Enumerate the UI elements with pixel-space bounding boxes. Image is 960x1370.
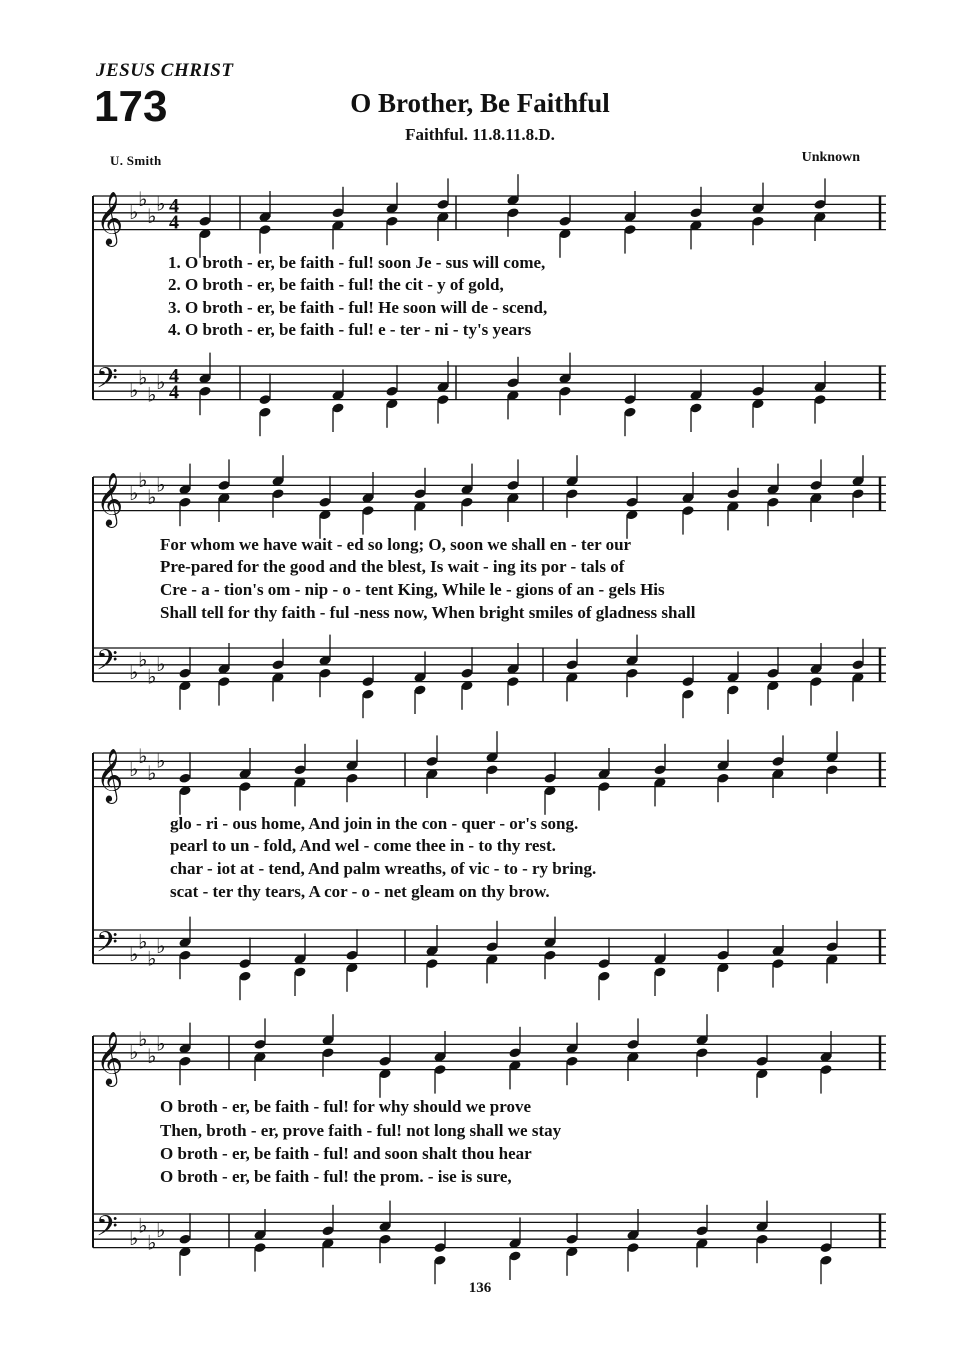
- flat-icon: ♭: [129, 199, 139, 224]
- composer-credit: Unknown: [801, 150, 860, 165]
- flat-icon: ♭: [138, 1213, 148, 1238]
- lyric-line: 3. O broth - er, be faith - ful! He soon will de - scend,: [168, 298, 548, 317]
- flat-icon: ♭: [129, 480, 139, 505]
- lyric-line: O broth - er, be faith - ful! and soon shalt thou hear: [160, 1144, 532, 1163]
- time-signature: 4: [169, 194, 179, 217]
- bass-clef-icon: 𝄢: [96, 362, 118, 403]
- lyric-line: Then, broth - er, prove faith - ful! not long shall we stay: [160, 1121, 562, 1140]
- lyric-line: 1. O broth - er, be faith - ful! soon Je - sus will come,: [168, 253, 546, 272]
- lyric-line: scat - ter thy tears, A cor - o - net gleam on thy brow.: [170, 882, 550, 901]
- treble-clef-icon: 𝄞: [96, 1030, 124, 1085]
- treble-clef-icon: 𝄞: [96, 747, 124, 802]
- flat-icon: ♭: [147, 382, 157, 407]
- hymn-title: O Brother, Be Faithful: [350, 88, 610, 118]
- flat-icon: ♭: [129, 378, 139, 403]
- flat-icon: ♭: [156, 1031, 166, 1056]
- flat-icon: ♭: [156, 472, 166, 497]
- flat-icon: ♭: [156, 1217, 166, 1242]
- flat-icon: ♭: [129, 1226, 139, 1251]
- flat-icon: ♭: [147, 664, 157, 689]
- flat-icon: ♭: [138, 744, 148, 769]
- flat-icon: ♭: [129, 1039, 139, 1064]
- flat-icon: ♭: [138, 929, 148, 954]
- bass-clef-icon: 𝄢: [96, 926, 118, 967]
- flat-icon: ♭: [156, 933, 166, 958]
- lyric-line: Cre - a - tion's om - nip - o - tent King, While le - gions of an - gels His: [160, 580, 665, 599]
- treble-clef-icon: 𝄞: [96, 190, 124, 245]
- time-signature: 4: [169, 211, 179, 234]
- flat-icon: ♭: [156, 191, 166, 216]
- lyric-line: Pre-pared for the good and the blest, Is wait - ing its por - tals of: [160, 557, 625, 576]
- flat-icon: ♭: [147, 946, 157, 971]
- flat-icon: ♭: [156, 748, 166, 773]
- flat-icon: ♭: [129, 756, 139, 781]
- lyric-line: 4. O broth - er, be faith - ful! e - ter - ni - ty's years: [168, 320, 532, 339]
- section-heading: JESUS CHRIST: [96, 60, 234, 81]
- author-credit: U. Smith: [110, 153, 162, 168]
- time-signature: 4: [169, 364, 179, 387]
- flat-icon: ♭: [147, 1230, 157, 1255]
- hymn-number: 173: [94, 82, 168, 131]
- flat-icon: ♭: [156, 651, 166, 676]
- lyric-line: 2. O broth - er, be faith - ful! the cit - y of gold,: [168, 275, 504, 294]
- bass-clef-icon: 𝄢: [96, 644, 118, 685]
- flat-icon: ♭: [138, 1027, 148, 1052]
- flat-icon: ♭: [138, 365, 148, 390]
- flat-icon: ♭: [138, 468, 148, 493]
- time-signature: 4: [169, 381, 179, 404]
- flat-icon: ♭: [129, 660, 139, 685]
- lyric-line: O broth - er, be faith - ful! the prom. - ise is sure,: [160, 1167, 512, 1186]
- flat-icon: ♭: [147, 204, 157, 228]
- lyric-line: For whom we have wait - ed so long; O, soon we shall en - ter our: [160, 535, 632, 554]
- flat-icon: ♭: [138, 187, 148, 212]
- lyric-line: char - iot at - tend, And palm wreaths, of vic - to - ry bring.: [170, 859, 597, 878]
- lyric-line: Shall tell for thy faith - ful -ness now, When bright smiles of gladness shall: [160, 603, 696, 622]
- flat-icon: ♭: [156, 369, 166, 394]
- page-number: 136: [468, 1280, 492, 1296]
- lyric-line: glo - ri - ous home, And join in the con - quer - or's song.: [170, 814, 579, 833]
- flat-icon: ♭: [129, 942, 139, 967]
- lyric-line: pearl to un - fold, And wel - come thee in - to thy rest.: [170, 836, 556, 855]
- tune-meter: Faithful. 11.8.11.8.D.: [405, 125, 555, 144]
- flat-icon: ♭: [147, 1044, 157, 1068]
- flat-icon: ♭: [147, 485, 157, 509]
- treble-clef-icon: 𝄞: [96, 471, 124, 526]
- flat-icon: ♭: [138, 647, 148, 672]
- lyric-line: O broth - er, be faith - ful! for why should we prove: [160, 1097, 532, 1116]
- bass-clef-icon: 𝄢: [96, 1210, 118, 1251]
- flat-icon: ♭: [147, 761, 157, 785]
